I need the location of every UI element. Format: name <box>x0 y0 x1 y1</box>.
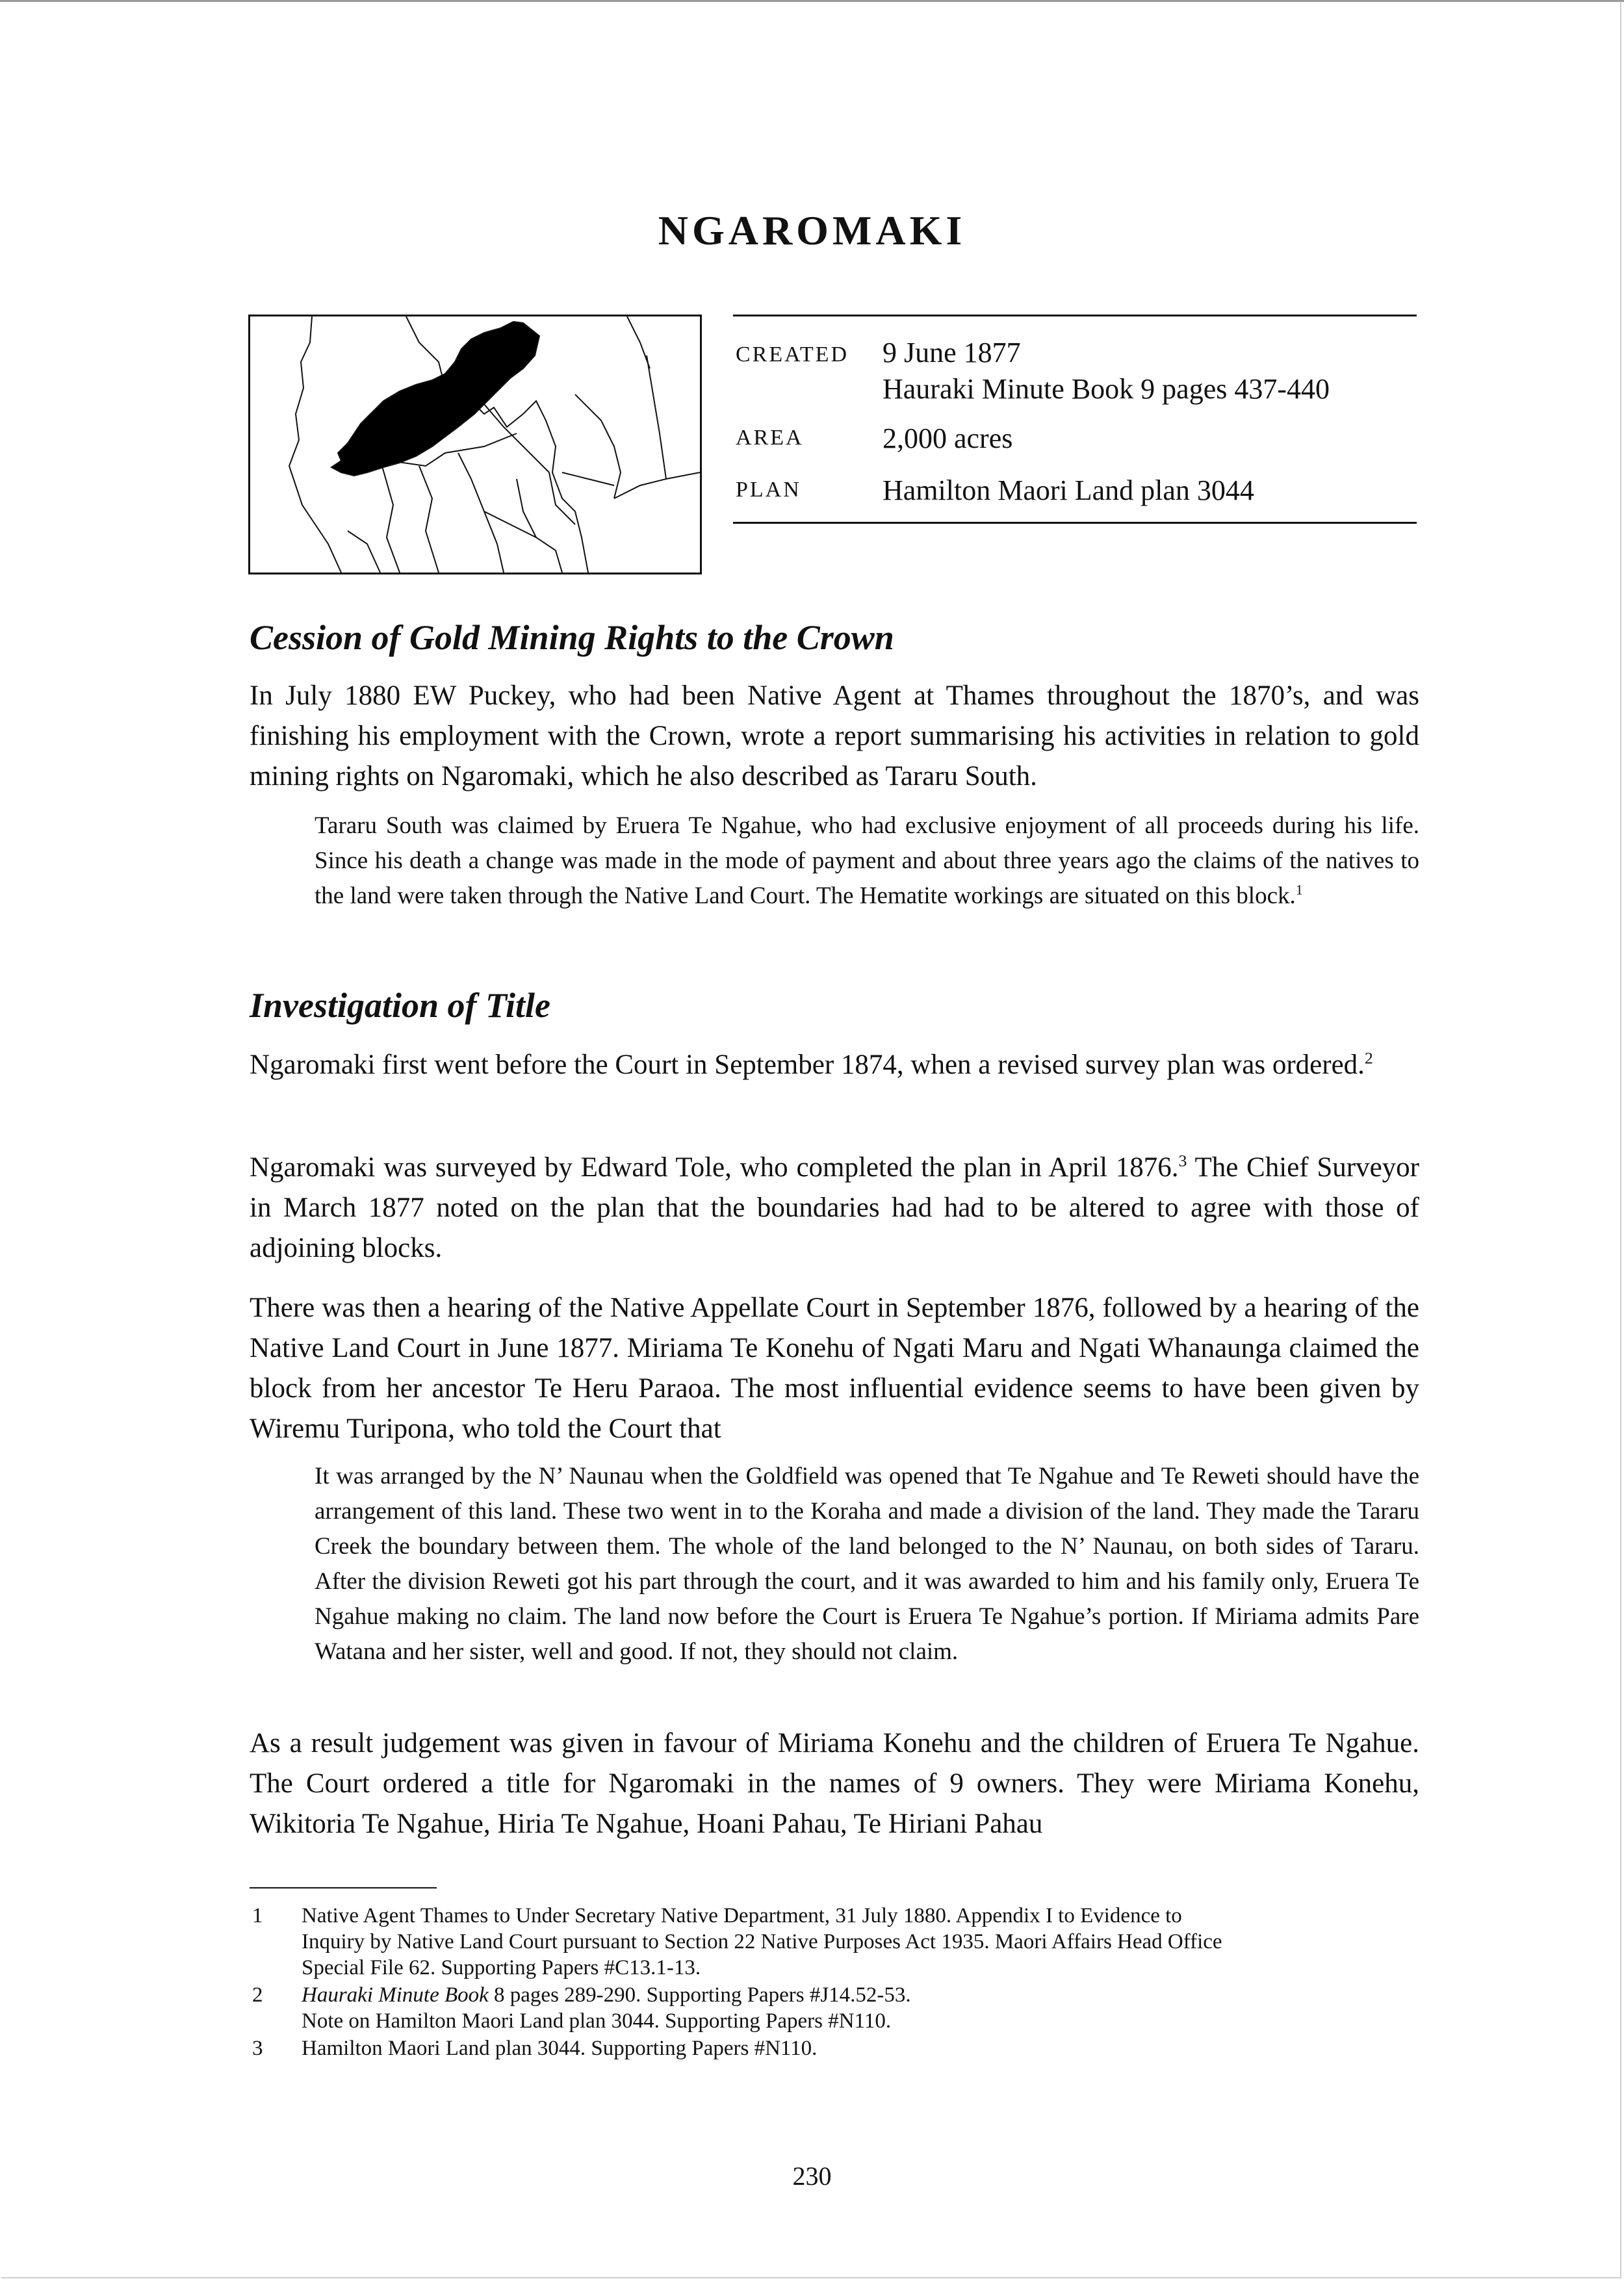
footnote-ref-2: 2 <box>1364 1048 1373 1068</box>
title-paragraph-2a-text: Ngaromaki was surveyed by Edward Tole, who completed the plan in April 1876. <box>250 1152 1179 1183</box>
created-date: 9 June 1877 <box>883 337 1021 368</box>
title-paragraph-2b-text: The Chief Surveyor in March 1877 noted on the plan that the boundaries had had to be altered to agree with those of adjoining blocks. <box>250 1152 1419 1263</box>
footnote-text <box>302 1903 1419 1981</box>
created-label: CREATED <box>736 342 849 367</box>
plan-label: PLAN <box>736 478 801 502</box>
map-graphic <box>250 316 700 573</box>
title-quote: It was arranged by the N’ Naunau when the Goldfield was opened that Te Ngahue and Te Reweti should have the arrangement of this land. These two went in to the Koraha and made a division of the land. They made the Tararu Creek the boundary between them. The whole of the land belonged to the N’ Naunau, on both sides of Tararu. After the division Reweti got his part through the court, and it was awarded to him and his family only, Eruera Te Ngahue making no claim. The land now before the Court is Eruera Te Ngahue’s portion. If Miriama admits Pare Watana and her sister, well and good. If not, they should not claim. <box>315 1463 1419 1665</box>
location-map <box>248 315 702 574</box>
area-value: 2,000 acres <box>883 422 1013 454</box>
cession-paragraph: In July 1880 EW Puckey, who had been Native Agent at Thames throughout the 1870’s, and was finishing his employment with the Crown, wrote a report summarising his activities in relation to gold mining rights on Ngaromaki, which he also described as Tararu South. <box>250 680 1419 792</box>
title-paragraph-3: There was then a hearing of the Native Appellate Court in September 1876, followed by a hearing of the Native Land Court in June 1877. Miriama Te Konehu of Ngati Maru and Ngati Whanaunga claimed the block from her ancestor Te Heru Paraoa. The most influential evidence seems to have been given by Wiremu Turipona, who told the Court that <box>250 1293 1419 1444</box>
page-number: 230 <box>792 2161 832 2191</box>
footnote-italic-title: Hauraki Minute Book <box>302 1983 489 2007</box>
footnote-number: 3 <box>252 2037 263 2060</box>
block-details-table <box>733 315 1417 524</box>
title-paragraph-1 <box>250 1045 1419 1085</box>
footnote-line-rest: 8 pages 289-290. Supporting Papers #J14.52-53. <box>488 1983 911 2007</box>
created-minute-book: Hauraki Minute Book 9 pages 437-440 <box>883 373 1330 405</box>
footnote-number: 2 <box>252 1983 263 2007</box>
footnote-line: Special File 62. Supporting Papers #C13.1-13. <box>302 1956 701 1979</box>
footnote-line: Hamilton Maori Land plan 3044. Supporting Papers #N110. <box>302 2037 818 2060</box>
page-title: NGAROMAKI <box>658 207 966 253</box>
section-heading-title: Investigation of Title <box>250 986 550 1025</box>
title-paragraph-1-text: Ngaromaki first went before the Court in September 1874, when a revised survey plan was ordered. <box>250 1050 1365 1080</box>
plan-value: Hamilton Maori Land plan 3044 <box>883 474 1254 506</box>
footnote-ref-1: 1 <box>1295 881 1303 898</box>
footnote-number: 1 <box>252 1904 263 1927</box>
footnote-line: Native Agent Thames to Under Secretary Native Department, 31 July 1880. Appendix I to Evidence to <box>302 1904 1182 1927</box>
footnote-rule <box>250 1887 437 1888</box>
title-paragraph-4: As a result judgement was given in favour of Miriama Konehu and the children of Eruera Te Ngahue. The Court ordered a title for Ngaromaki in the names of 9 owners. They were Miriama Konehu, Wikitoria Te Ngahue, Hiria Te Ngahue, Hoani Pahau, Te Hiriani Pahau <box>250 1728 1419 1839</box>
footnote-ref-3: 3 <box>1178 1151 1187 1170</box>
section-heading-cession: Cession of Gold Mining Rights to the Crown <box>250 618 894 657</box>
cession-quote-text: Tararu South was claimed by Eruera Te Ngahue, who had exclusive enjoyment of all proceeds during his life. Since his death a change was made in the mode of payment and about three years ago the claims of the natives to the land were taken through the Native Land Court. The Hematite workings are situated on this block. <box>315 812 1419 909</box>
footnote-text <box>302 2035 1419 2061</box>
cession-quote <box>315 808 1419 914</box>
footnote-text <box>302 1982 1419 2034</box>
footnote-line: Inquiry by Native Land Court pursuant to Section 22 Native Purposes Act 1935. Maori Affairs Head Office <box>302 1930 1222 1953</box>
footnote-line <box>302 1982 1419 2008</box>
area-label: AREA <box>736 426 804 450</box>
title-paragraph-2 <box>250 1148 1419 1269</box>
footnote-line: Note on Hamilton Maori Land plan 3044. Supporting Papers #N110. <box>302 2009 892 2033</box>
